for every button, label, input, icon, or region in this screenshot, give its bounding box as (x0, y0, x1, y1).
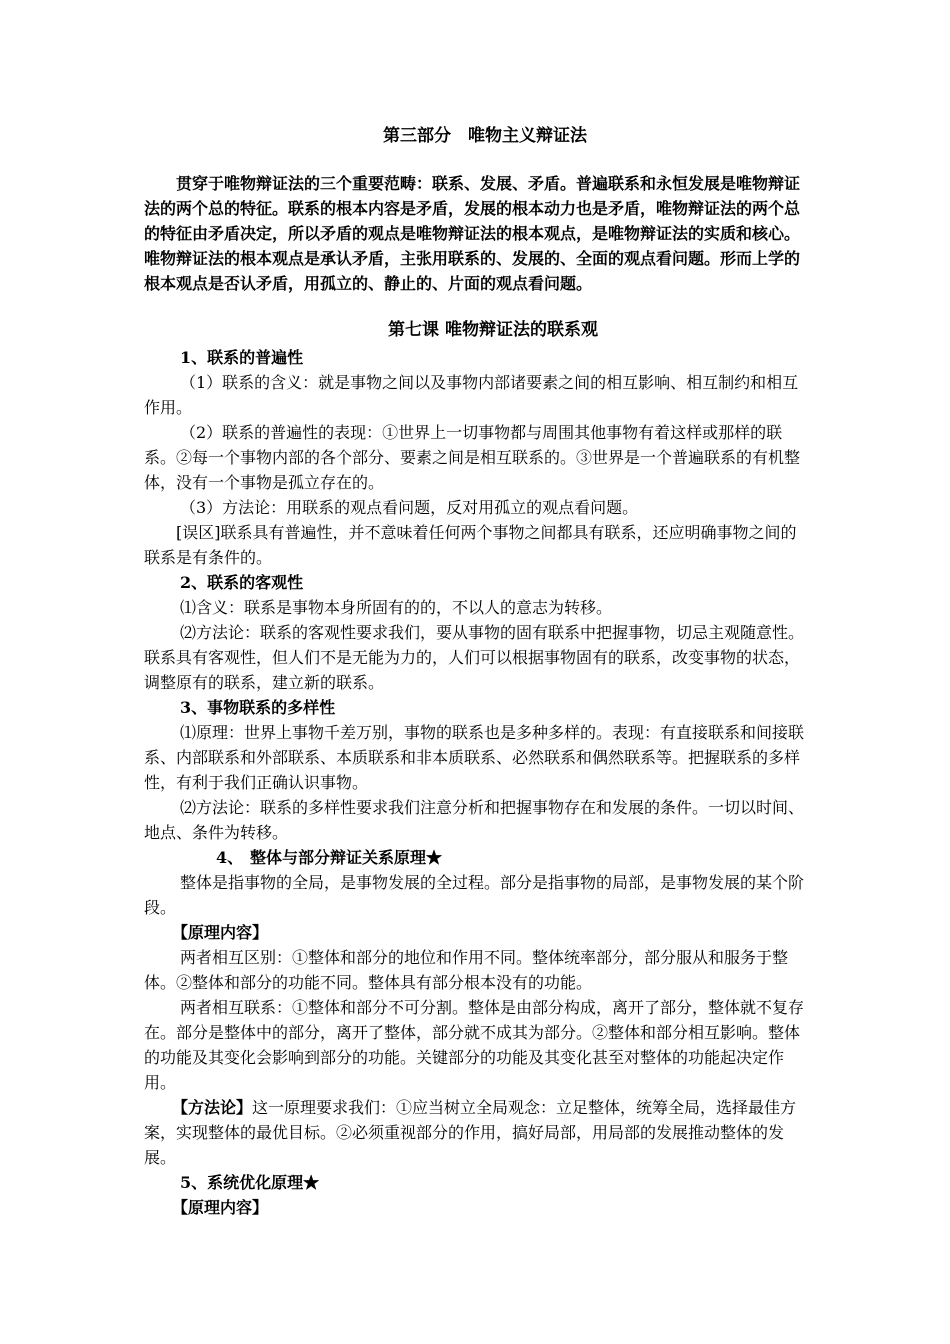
section-5-principle-label: 【原理内容】 (172, 1198, 269, 1217)
lesson-title: 第七课 唯物辩证法的联系观 (388, 320, 598, 340)
section-4-methodology (144, 1095, 806, 1170)
section-4-principle-label: 【原理内容】 (172, 923, 269, 942)
section-2-paragraph-2: ⑵方法论：联系的客观性要求我们，要从事物的固有联系中把握事物，切忌主观随意性。联系具有客观性，但人们不是无能为力的，人们可以根据事物固有的联系，改变事物的状态，调整原有的联系，建立新的联系。 (144, 623, 805, 692)
section-3-paragraph-2: ⑵方法论：联系的多样性要求我们注意分析和把握事物存在和发展的条件。一切以时间、地点、条件为转移。 (144, 798, 805, 842)
section-4-paragraph-3: 两者相互联系：①整体和部分不可分割。整体是由部分构成，离开了部分，整体就不复存在。部分是整体中的部分，离开了整体，部分就不成其为部分。②整体和部分相互影响。整体的功能及其变化会影响到部分的功能。关键部分的功能及其变化甚至对整体的功能起决定作用。 (144, 998, 805, 1092)
section-4-heading (144, 845, 806, 870)
section-4-methodology-label: 【方法论】 (172, 1098, 253, 1117)
section-3-paragraph-1: ⑴原理：世界上事物千差万别，事物的联系也是多种多样的。表现：有直接联系和间接联系、内部联系和外部联系、本质联系和非本质联系、必然联系和偶然联系等。把握联系的多样性，有利于我们正确认识事物。 (144, 723, 805, 792)
section-1-heading: 1、联系的普遍性 (180, 348, 304, 367)
section-4-paragraph-1: 整体是指事物的全局，是事物发展的全过程。部分是指事物的局部，是事物发展的某个阶段。 (144, 873, 805, 917)
section-1-paragraph-2: （2）联系的普遍性的表现：①世界上一切事物都与周围其他事物有着这样或那样的联系。②每一个事物内部的各个部分、要素之间是相互联系的。③世界是一个普遍联系的有机整体，没有一个事物是孤立存在的。 (144, 423, 801, 492)
section-4-number: 4、 (216, 848, 244, 867)
section-3-heading: 3、事物联系的多样性 (180, 698, 336, 717)
section-4-methodology-text: 这一原理要求我们：①应当树立全局观念：立足整体，统筹全局，选择最佳方案，实现整体的最优目标。②必须重视部分的作用，搞好局部，用局部的发展推动整体的发展。 (144, 1098, 797, 1167)
document-page (144, 124, 806, 1220)
section-1-paragraph-3: （3）方法论：用联系的观点看问题，反对用孤立的观点看问题。 (180, 498, 639, 517)
section-5-heading: 5、系统优化原理★ (180, 1173, 320, 1192)
section-1-paragraph-1: （1）联系的含义：就是事物之间以及事物内部诸要素之间的相互影响、相互制约和相互作用。 (144, 373, 799, 417)
part-title: 第三部分 唯物主义辩证法 (383, 126, 587, 146)
section-4-paragraph-2: 两者相互区别：①整体和部分的地位和作用不同。整体统率部分，部分服从和服务于整体。②整体和部分的功能不同。整体具有部分根本没有的功能。 (144, 948, 789, 992)
section-2-heading: 2、联系的客观性 (180, 573, 304, 592)
section-2-paragraph-1: ⑴含义：联系是事物本身所固有的的，不以人的意志为转移。 (180, 598, 613, 617)
section-4-title: 整体与部分辩证关系原理★ (250, 848, 443, 867)
section-1-misconception: [误区]联系具有普遍性，并不意味着任何两个事物之间都具有联系，还应明确事物之间的联系是有条件的。 (144, 523, 797, 567)
intro-paragraph: 贯穿于唯物辩证法的三个重要范畴：联系、发展、矛盾。普遍联系和永恒发展是唯物辩证法的两个总的特征。联系的根本内容是矛盾，发展的根本动力也是矛盾，唯物辩证法的两个总的特征由矛盾决定，所以矛盾的观点是唯物辩证法的根本观点，是唯物辩证法的实质和核心。唯物辩证法的根本观点是承认矛盾，主张用联系的、发展的、全面的观点看问题。形而上学的根本观点是否认矛盾，用孤立的、静止的、片面的观点看问题。 (144, 174, 801, 293)
